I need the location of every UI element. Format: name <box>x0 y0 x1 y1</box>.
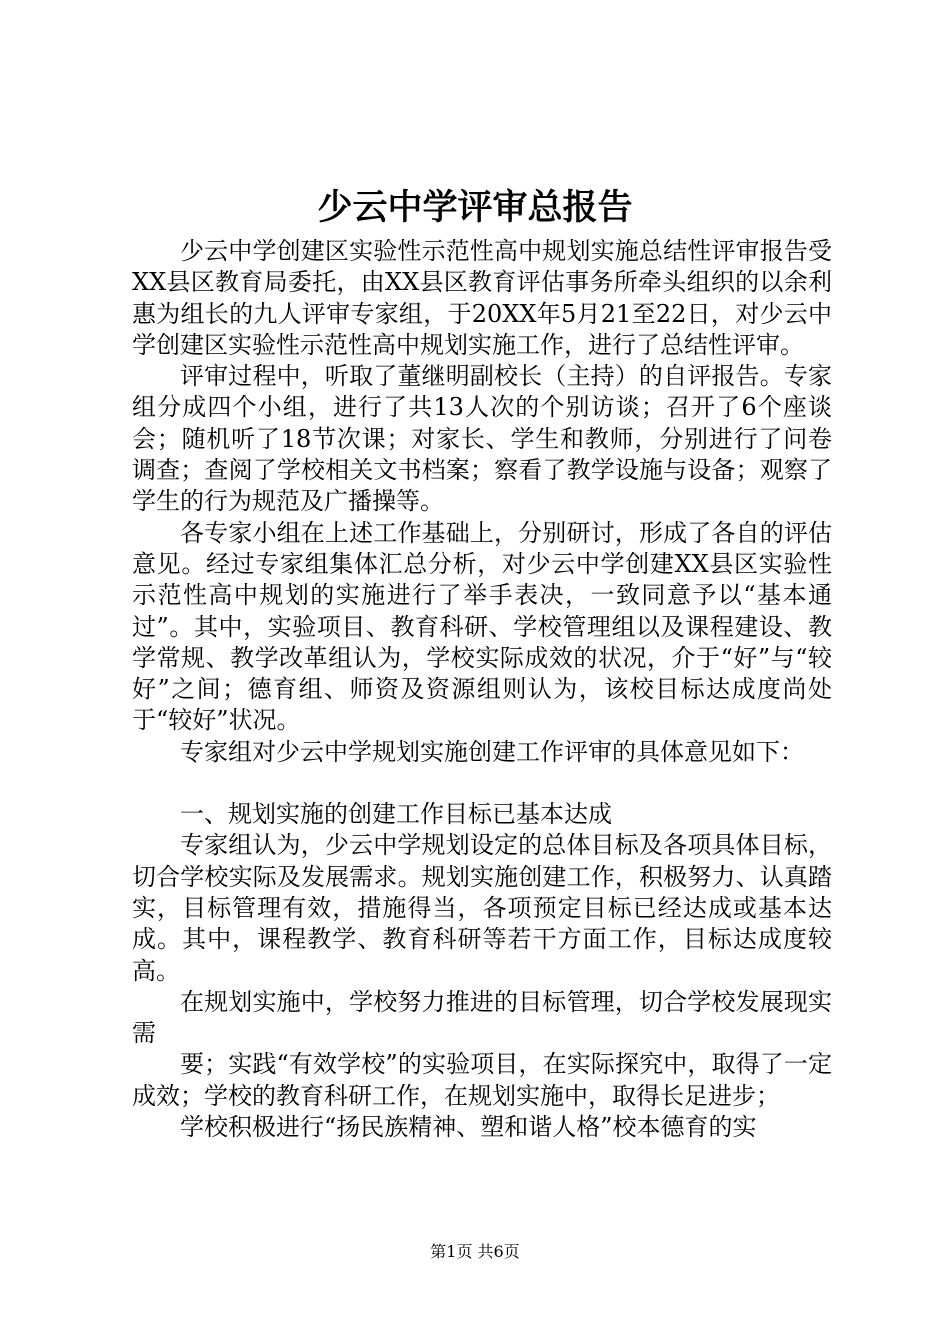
document-title: 少云中学评审总报告 <box>317 188 633 228</box>
paragraph-specific-opinions: 专家组对少云中学规划实施创建工作评审的具体意见如下： <box>180 737 804 766</box>
page-number-footer: 第1页 共6页 <box>430 1242 520 1261</box>
paragraph-process: 评审过程中，听取了董继明副校长（主持）的自评报告。专家组分成四个小组，进行了共13人次的个别访谈；召开了6个座谈会；随机听了18节次课；对家长、学生和教师，分别进行了问卷调查；查阅了学校相关文书档案；察看了教学设施与设备；观察了学生的行为规范及广播操等。 <box>132 362 832 516</box>
section1-paragraph: 在规划实施中，学校努力推进的目标管理，切合学校发展现实需 <box>132 987 832 1048</box>
blank-line <box>132 768 832 799</box>
section-heading-1: 一、规划实施的创建工作目标已基本达成 <box>180 800 612 829</box>
section1-paragraph: 要；实践“有效学校”的实验项目，在实际探究中，取得了一定成效；学校的教育科研工作，在规划实施中，取得长足进步； <box>132 1050 832 1110</box>
paragraph-opinions: 各专家小组在上述工作基础上，分别研讨，形成了各自的评估意见。经过专家组集体汇总分析，对少云中学创建XX县区实验性示范性高中规划的实施进行了举手表决，一致同意予以“基本通过”。其中，实验项目、教育科研、学校管理组以及课程建设、教学常规、教学改革组认为，学校实际成效的状况，介于“好”与“较好”之间；德育组、师资及资源组则认为，该校目标达成度尚处于“较好”状况。 <box>132 518 832 735</box>
section1-paragraph: 专家组认为，少云中学规划设定的总体目标及各项具体目标，切合学校实际及发展需求。规划实施创建工作，积极努力、认真踏实，目标管理有效，措施得当，各项预定目标已经达成或基本达成。其中，课程教学、教育科研等若干方面工作，目标达成度较高。 <box>132 831 832 985</box>
section1-paragraph: 学校积极进行“扬民族精神、塑和谐人格”校本德育的实 <box>180 1113 757 1142</box>
document-body <box>132 236 832 1143</box>
paragraph-intro: 少云中学创建区实验性示范性高中规划实施总结性评审报告受XX县区教育局委托，由XX县区教育评估事务所牵头组织的以余利惠为组长的九人评审专家组，于20XX年5月21至22日，对少云中学创建区实验性示范性高中规划实施工作，进行了总结性评审。 <box>132 237 832 359</box>
